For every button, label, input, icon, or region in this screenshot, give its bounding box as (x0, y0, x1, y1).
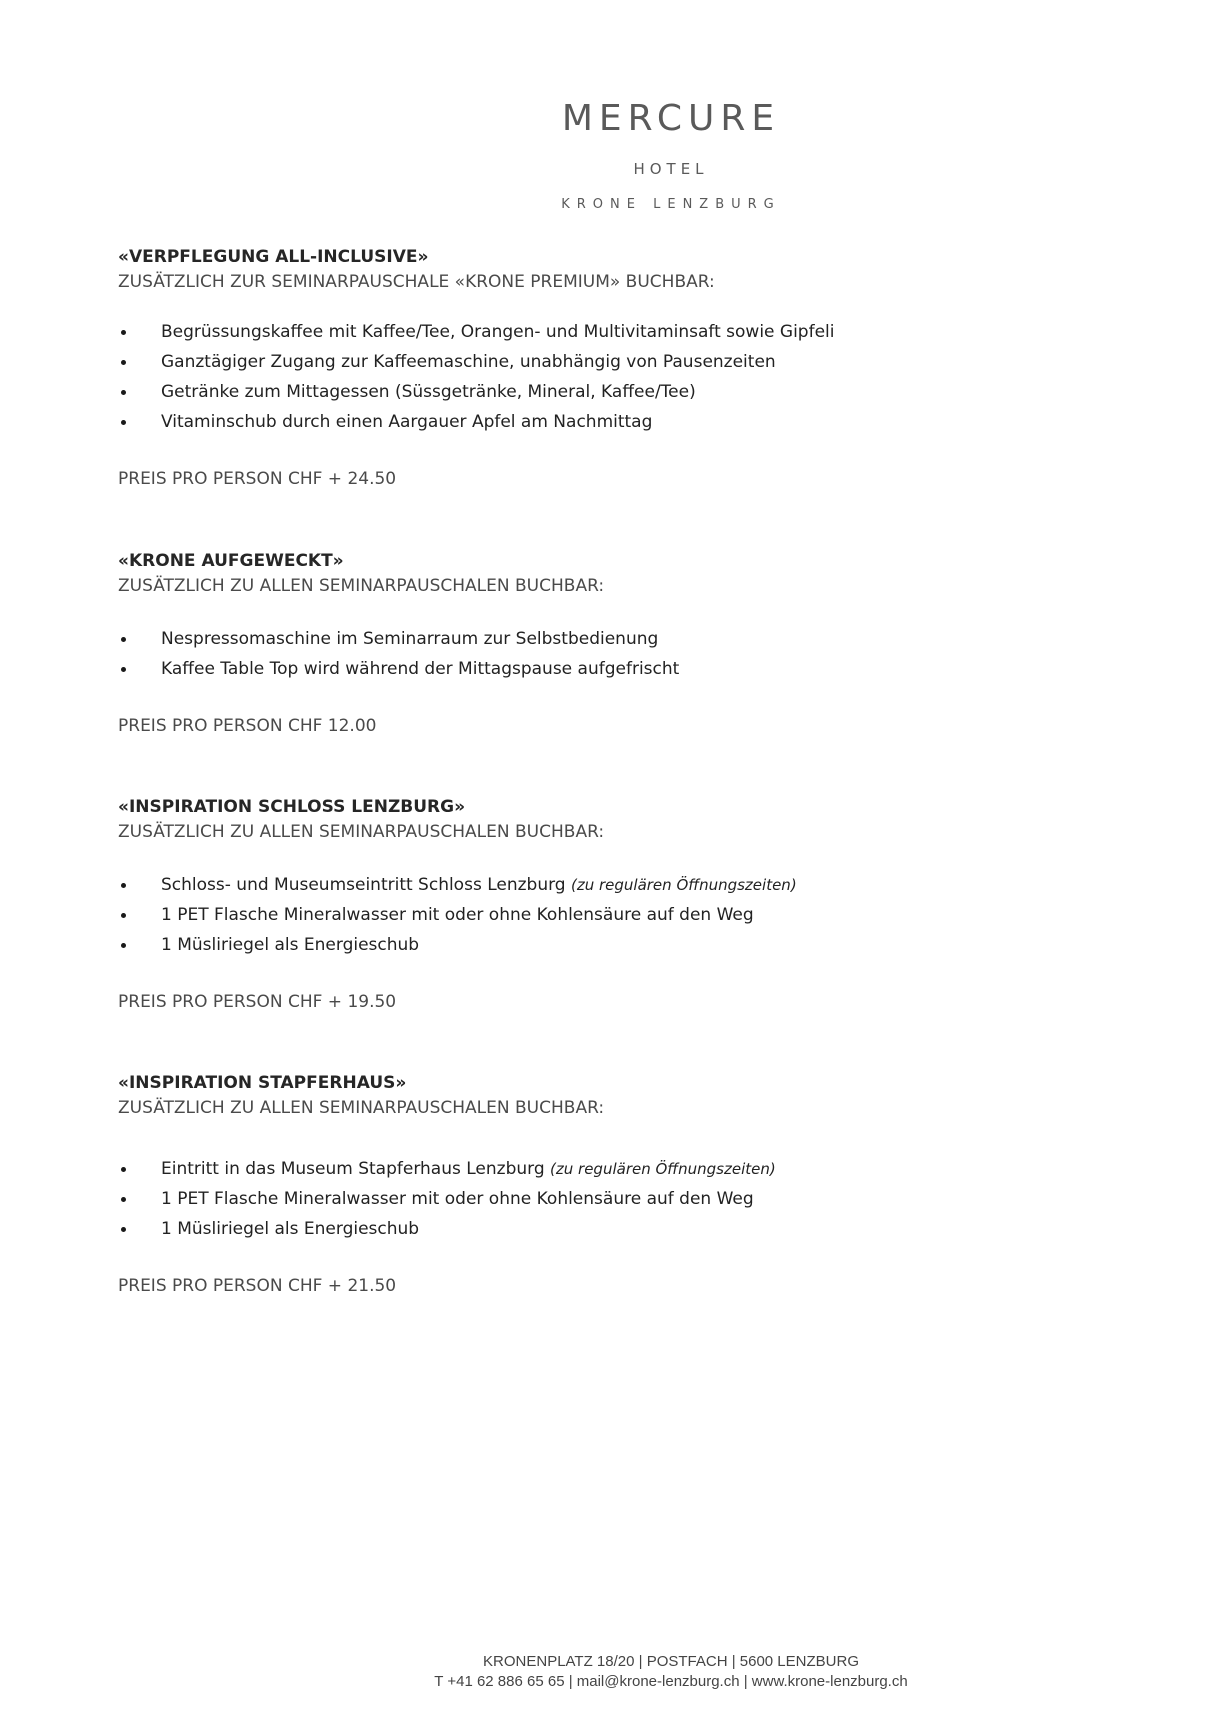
bullet-icon (121, 420, 126, 425)
list-item: Nespressomaschine im Seminarraum zur Selbstbedienung (118, 624, 1118, 654)
price-label: PREIS PRO PERSON CHF 12.00 (118, 716, 377, 736)
section-stapferhaus (118, 1071, 1118, 1299)
section-verpflegung (118, 245, 1118, 492)
list-item: Kaffee Table Top wird während der Mittagspause aufgefrischt (118, 654, 1118, 684)
section-subtitle: ZUSÄTZLICH ZUR SEMINARPAUSCHALE «KRONE PREMIUM» BUCHBAR: (118, 272, 715, 292)
footer-contact: T +41 62 886 65 65 | mail@krone-lenzburg.ch | www.krone-lenzburg.ch (434, 1673, 908, 1690)
section-subtitle: ZUSÄTZLICH ZU ALLEN SEMINARPAUSCHALEN BUCHBAR: (118, 1098, 605, 1118)
logo-location: KRONE LENZBURG (561, 197, 781, 212)
section-subtitle: ZUSÄTZLICH ZU ALLEN SEMINARPAUSCHALEN BUCHBAR: (118, 822, 605, 842)
bullet-icon (121, 330, 126, 335)
bullet-list (118, 624, 1118, 684)
logo-hotel: HOTEL (633, 160, 709, 178)
list-item: Getränke zum Mittagessen (Süssgetränke, Mineral, Kaffee/Tee) (118, 377, 1118, 407)
logo-wordmark: MERCURE (561, 98, 781, 139)
bullet-icon (121, 1227, 126, 1232)
section-title: «KRONE AUFGEWECKT» (118, 551, 344, 571)
bullet-icon (121, 943, 126, 948)
list-item: 1 PET Flasche Mineralwasser mit oder ohne Kohlensäure auf den Weg (118, 900, 1118, 930)
bullet-icon (121, 883, 126, 888)
list-item: Ganztägiger Zugang zur Kaffeemaschine, unabhängig von Pausenzeiten (118, 347, 1118, 377)
list-item: Begrüssungskaffee mit Kaffee/Tee, Orangen- und Multivitaminsaft sowie Gipfeli (118, 317, 1118, 347)
price-label: PREIS PRO PERSON CHF + 19.50 (118, 992, 397, 1012)
section-krone-aufgeweckt (118, 549, 1118, 739)
list-item: Eintritt in das Museum Stapferhaus Lenzburg (zu regulären Öffnungszeiten) (118, 1154, 1118, 1184)
footer-address: KRONENPLATZ 18/20 | POSTFACH | 5600 LENZBURG (483, 1653, 859, 1670)
section-title: «INSPIRATION SCHLOSS LENZBURG» (118, 797, 466, 817)
bullet-list (118, 317, 1118, 437)
bullet-icon (121, 637, 126, 642)
list-item: 1 PET Flasche Mineralwasser mit oder ohne Kohlensäure auf den Weg (118, 1184, 1118, 1214)
bullet-icon (121, 360, 126, 365)
price-label: PREIS PRO PERSON CHF + 21.50 (118, 1276, 397, 1296)
bullet-icon (121, 913, 126, 918)
section-schloss-lenzburg (118, 795, 1118, 1015)
bullet-list (118, 870, 1118, 960)
bullet-icon (121, 667, 126, 672)
price-label: PREIS PRO PERSON CHF + 24.50 (118, 469, 397, 489)
bullet-list (118, 1154, 1118, 1244)
list-item: 1 Müsliriegel als Energieschub (118, 1214, 1118, 1244)
list-item: Vitaminschub durch einen Aargauer Apfel am Nachmittag (118, 407, 1118, 437)
section-subtitle: ZUSÄTZLICH ZU ALLEN SEMINARPAUSCHALEN BUCHBAR: (118, 576, 605, 596)
bullet-icon (121, 1197, 126, 1202)
section-title: «INSPIRATION STAPFERHAUS» (118, 1073, 407, 1093)
list-item: Schloss- und Museumseintritt Schloss Lenzburg (zu regulären Öffnungszeiten) (118, 870, 1118, 900)
section-title: «VERPFLEGUNG ALL-INCLUSIVE» (118, 247, 429, 267)
list-item: 1 Müsliriegel als Energieschub (118, 930, 1118, 960)
bullet-icon (121, 1167, 126, 1172)
bullet-icon (121, 390, 126, 395)
